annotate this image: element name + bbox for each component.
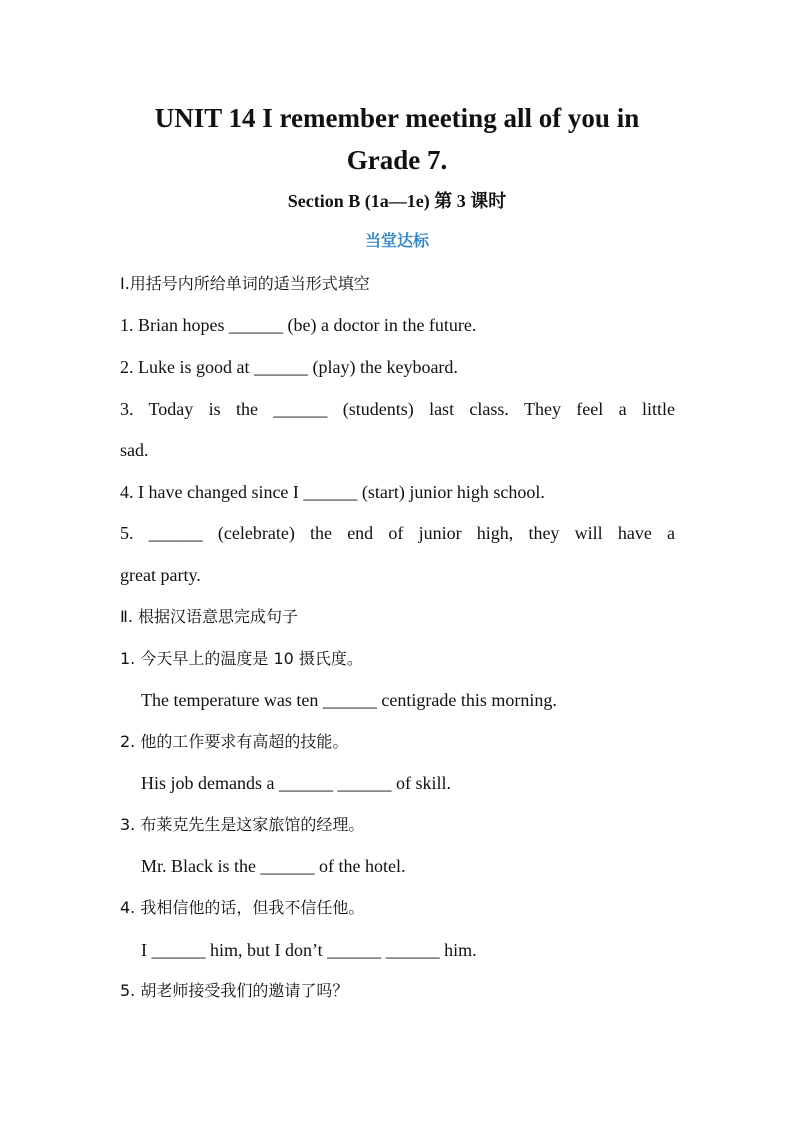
part1-q5-line1: 5. ______ (celebrate) the end of junior high, they will have a [120,523,675,543]
part1-q2: 2. Luke is good at ______ (play) the keyboard. [120,357,458,377]
part1-q1: 1. Brian hopes ______ (be) a doctor in the future. [120,315,477,335]
unit-title-line1: UNIT 14 I remember meeting all of you in [154,103,640,133]
part2-q1-chinese: 1. 今天早上的温度是 10 摄氏度。 [120,649,363,668]
part2-q3-english: Mr. Black is the ______ of the hotel. [141,856,406,876]
classroom-tag: 当堂达标 [364,231,429,250]
part2-heading: Ⅱ. 根据汉语意思完成句子 [120,607,299,626]
part2-q5-chinese: 5. 胡老师接受我们的邀请了吗？ [120,981,349,1000]
part1-q3-line2: sad. [120,440,149,460]
part1-heading: Ⅰ.用括号内所给单词的适当形式填空 [120,274,370,293]
part2-q4-english: I ______ him, but I don’t ______ ______ him. [141,940,477,960]
part2-q2-english: His job demands a ______ ______ of skill. [141,773,451,793]
part1-q5-line2: great party. [120,565,201,585]
part1-q3-line1: 3. Today is the ______ (students) last class. They feel a little [120,399,675,419]
part2-q2-chinese: 2. 他的工作要求有高超的技能。 [120,732,349,751]
unit-title-line2: Grade 7. [346,145,448,175]
part2-q3-chinese: 3. 布莱克先生是这家旅馆的经理。 [120,815,365,834]
part2-q1-english: The temperature was ten ______ centigrade this morning. [141,690,557,710]
section-subtitle: Section B (1a—1e) 第 3 课时 [287,191,507,211]
part2-q4-chinese: 4. 我相信他的话，但我不信任他。 [120,898,365,917]
part1-q4: 4. I have changed since I ______ (start) junior high school. [120,482,545,502]
